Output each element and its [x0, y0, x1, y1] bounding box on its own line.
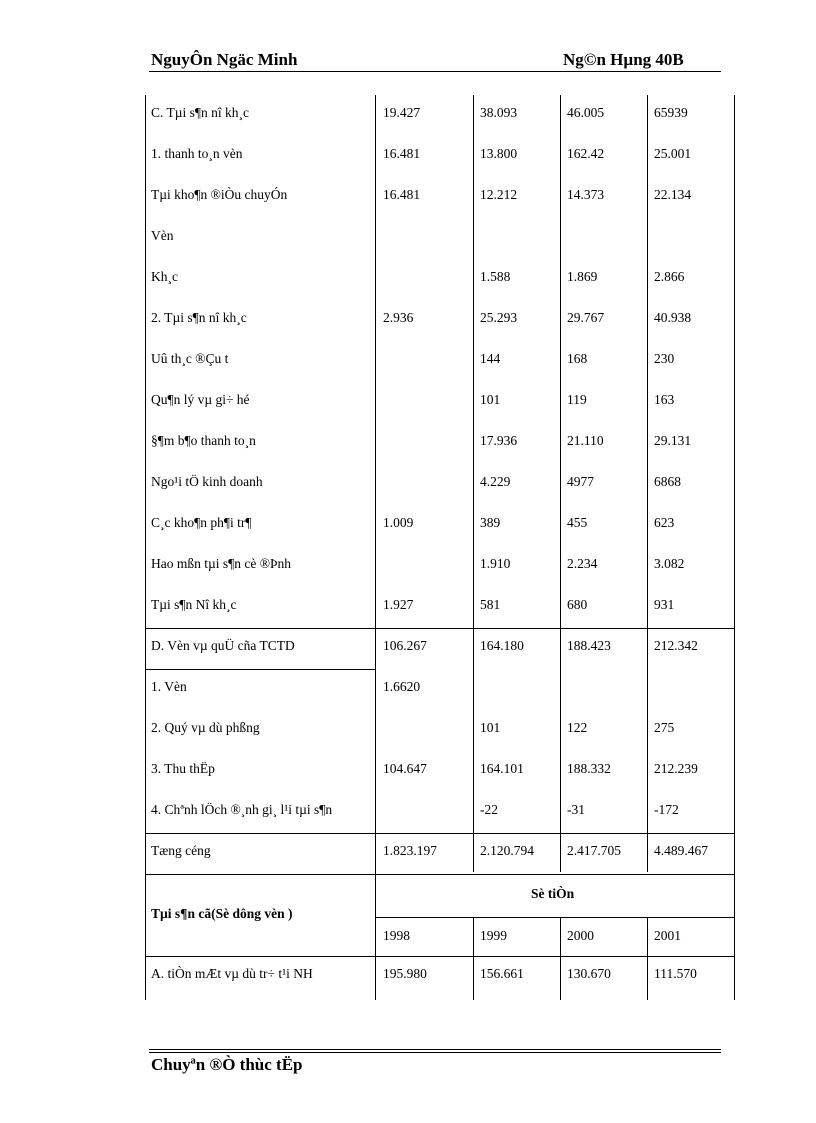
table-hline	[145, 833, 734, 834]
row-value-1998: 16.481	[383, 187, 421, 202]
table-vline	[647, 95, 648, 872]
row-value-2000: 21.110	[567, 433, 604, 448]
row-value-1999: 2.120.794	[480, 843, 534, 858]
row-value-1998: 1.009	[383, 515, 414, 530]
row-value-2000: 130.670	[567, 966, 611, 981]
row-value-1999: 12.212	[480, 187, 518, 202]
row-value-2001: 230	[654, 351, 675, 366]
row-value-1998: 16.481	[383, 146, 421, 161]
row-value-2000: 46.005	[567, 105, 605, 120]
table-vline	[473, 95, 474, 872]
row-value-2000: 2.234	[567, 556, 598, 571]
row-label: 1. thanh to¸n vèn	[151, 146, 243, 161]
row-value-1999: 156.661	[480, 966, 524, 981]
table-vline	[647, 917, 648, 1000]
row-value-2001: 40.938	[654, 310, 692, 325]
row-value-2000: 162.42	[567, 146, 605, 161]
row-label: Tæng céng	[151, 843, 211, 858]
header-class: Ng©n Hµng 40B	[563, 50, 684, 69]
row-value-1999: 144	[480, 351, 501, 366]
section-group-title: Sè tiÒn	[531, 886, 575, 901]
year-header: 1999	[480, 928, 507, 943]
row-label: Qu¶n lý vµ gi÷ hé	[151, 392, 250, 407]
row-value-1999: 25.293	[480, 310, 518, 325]
table-hline	[145, 874, 734, 875]
row-value-2000: 14.373	[567, 187, 605, 202]
row-value-2000: 680	[567, 597, 588, 612]
row-value-2001: 212.342	[654, 638, 698, 653]
row-value-1999: 389	[480, 515, 501, 530]
row-value-2001: -172	[654, 802, 679, 817]
row-value-2000: 188.423	[567, 638, 611, 653]
row-value-1999: 101	[480, 392, 501, 407]
row-value-2001: 65939	[654, 105, 688, 120]
table-vline	[560, 95, 561, 872]
row-value-2001: 4.489.467	[654, 843, 708, 858]
table-hline	[375, 917, 734, 918]
row-label: Uû th¸c ®Çu t	[151, 351, 229, 366]
row-value-2001: 212.239	[654, 761, 698, 776]
row-value-2000: 188.332	[567, 761, 611, 776]
row-value-1999: 1.910	[480, 556, 511, 571]
row-value-1999: 101	[480, 720, 501, 735]
footer-rule	[149, 1049, 721, 1050]
year-header: 2000	[567, 928, 594, 943]
row-value-2000: 455	[567, 515, 588, 530]
row-label: 4. Chªnh lÖch ®¸nh gi¸ l¹i tµi s¶n	[151, 802, 333, 817]
table-vline	[734, 95, 735, 1000]
row-value-1999: 13.800	[480, 146, 518, 161]
row-value-2001: 623	[654, 515, 675, 530]
footer-rule-2	[149, 1052, 721, 1053]
row-value-2000: 122	[567, 720, 588, 735]
row-value-2000: 119	[567, 392, 587, 407]
row-label: Ngo¹i tÖ kinh doanh	[151, 474, 263, 489]
row-label: 3. Thu thËp	[151, 761, 215, 776]
row-value-2001: 29.131	[654, 433, 692, 448]
row-label: D. Vèn vµ quÜ cña TCTD	[151, 638, 295, 653]
row-label: Tµi kho¶n ®iÒu chuyÓn	[151, 187, 288, 202]
row-value-2001: 25.001	[654, 146, 692, 161]
year-header: 1998	[383, 928, 410, 943]
row-label: Kh¸c	[151, 269, 178, 284]
table-vline	[560, 917, 561, 1000]
row-label: C¸c kho¶n ph¶i tr¶	[151, 515, 252, 530]
row-value-2000: 2.417.705	[567, 843, 621, 858]
row-value-1998: 1.6620	[383, 679, 421, 694]
footer-title: Chuyªn ®Ò thùc tËp	[151, 1055, 303, 1074]
row-value-1999: 38.093	[480, 105, 518, 120]
row-value-2000: 1.869	[567, 269, 598, 284]
row-label: Hao mßn tµi s¶n cè ®Þnh	[151, 556, 292, 571]
row-label: §¶m b¶o thanh to¸n	[151, 433, 256, 448]
table-hline	[145, 628, 734, 629]
row-value-1998: 106.267	[383, 638, 427, 653]
row-value-1999: 17.936	[480, 433, 518, 448]
table-vline	[473, 917, 474, 1000]
row-value-2001: 163	[654, 392, 675, 407]
row-label: 2. Quý vµ dù phßng	[151, 720, 260, 735]
row-value-2001: 2.866	[654, 269, 685, 284]
header-rule	[149, 71, 721, 72]
row-value-2001: 22.134	[654, 187, 692, 202]
row-value-2001: 931	[654, 597, 675, 612]
row-value-1999: 164.180	[480, 638, 524, 653]
row-value-1998: 104.647	[383, 761, 427, 776]
row-value-1999: 4.229	[480, 474, 511, 489]
row-value-1999: 1.588	[480, 269, 511, 284]
row-value-2000: 29.767	[567, 310, 605, 325]
table-hline	[145, 956, 734, 957]
row-value-1998: 195.980	[383, 966, 427, 981]
row-value-2001: 111.570	[654, 966, 697, 981]
row-value-2001: 6868	[654, 474, 681, 489]
row-value-1998: 1.927	[383, 597, 414, 612]
row-label: 2. Tµi s¶n nî kh¸c	[151, 310, 247, 325]
row-value-1998: 1.823.197	[383, 843, 437, 858]
row-value-1998: 2.936	[383, 310, 414, 325]
header-author: NguyÔn Ngäc Minh	[151, 50, 298, 69]
section-label: Tµi s¶n cã(Sè dông vèn )	[151, 906, 293, 921]
row-label: 1. Vèn	[151, 679, 187, 694]
row-value-2000: -31	[567, 802, 585, 817]
row-value-1999: -22	[480, 802, 498, 817]
row-value-2001: 275	[654, 720, 675, 735]
row-value-2000: 4977	[567, 474, 594, 489]
row-value-1999: 581	[480, 597, 501, 612]
table-vline	[375, 95, 376, 1000]
table-hline	[145, 669, 375, 670]
row-label: A. tiÒn mÆt vµ dù tr÷ t¹i NH	[151, 966, 313, 981]
row-value-2001: 3.082	[654, 556, 685, 571]
row-value-1998: 19.427	[383, 105, 421, 120]
row-value-1999: 164.101	[480, 761, 524, 776]
row-label: Tµi s¶n Nî kh¸c	[151, 597, 237, 612]
table-vline	[145, 95, 146, 1000]
row-label: Vèn	[151, 228, 174, 243]
row-label: C. Tµi s¶n nî kh¸c	[151, 105, 250, 120]
year-header: 2001	[654, 928, 681, 943]
row-value-2000: 168	[567, 351, 588, 366]
